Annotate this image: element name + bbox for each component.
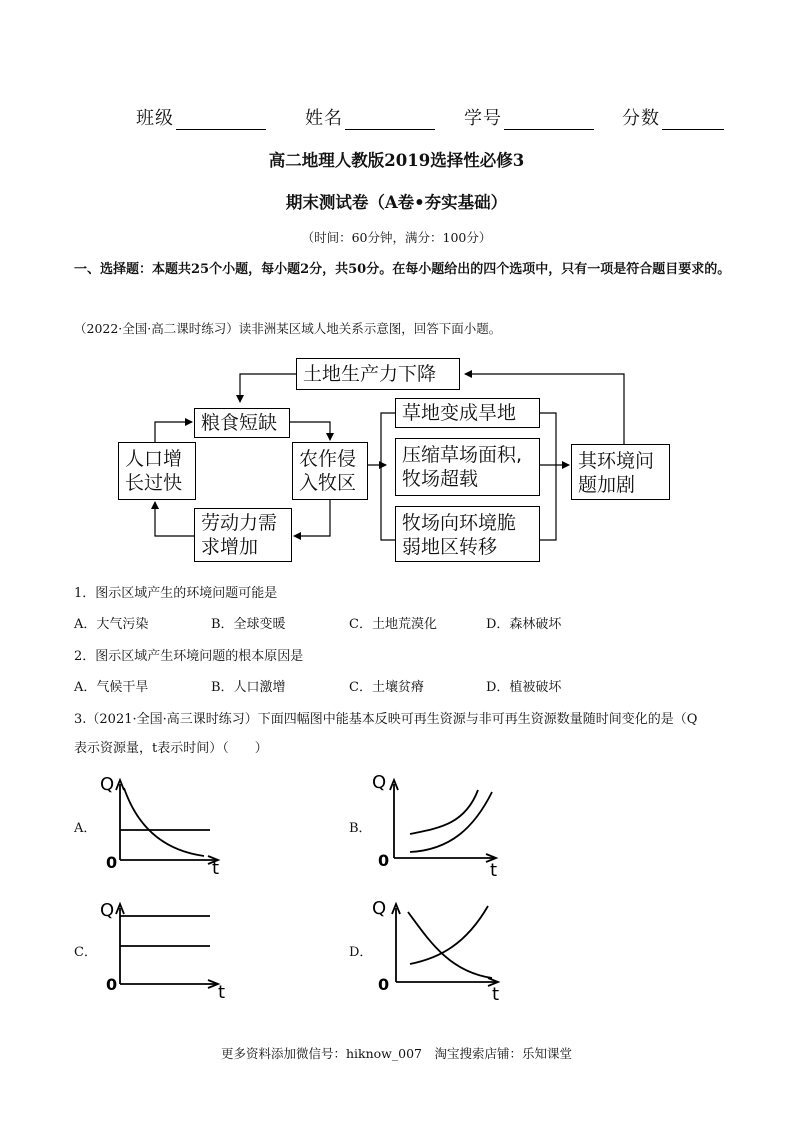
diagram-box-environment xyxy=(571,444,670,500)
compress-text-1: 压缩草场面积, xyxy=(402,444,523,466)
population-text-1: 人口增 xyxy=(125,448,183,470)
farming-text-1: 农作侵 xyxy=(299,448,357,470)
labor-text-2: 求增加 xyxy=(201,536,259,558)
environment-text-2: 题加剧 xyxy=(578,474,636,496)
q3-option-a[interactable]: A． xyxy=(74,821,97,836)
class-label: 班级 xyxy=(136,108,174,129)
land-productivity-text: 土地生产力下降 xyxy=(303,363,437,385)
score-label: 分数 xyxy=(622,108,660,129)
q2-option-d[interactable]: D．植被破坏 xyxy=(486,680,562,695)
compress-text-2: 牧场超载 xyxy=(402,468,479,490)
question-2-stem: 2．图示区域产生环境问题的根本原因是 xyxy=(74,649,304,664)
page-footer: 更多资料添加微信号：hiknow_007 淘宝搜索店铺：乐知课堂 xyxy=(220,1046,572,1061)
question-3-stem-1: 3.（2021·全国·高三课时练习）下面四幅图中能基本反映可再生资源与非可再生资源数量随时间变化的是（Q xyxy=(74,712,698,727)
graph-a xyxy=(98,768,233,876)
diagram-box-grassland xyxy=(395,398,540,428)
page-title: 高二地理人教版2019选择性必修3 xyxy=(268,151,525,170)
grassland-text: 草地变成旱地 xyxy=(402,402,517,424)
q1-option-c[interactable]: C．土地荒漠化 xyxy=(349,617,437,632)
q1-option-a[interactable]: A．大气污染 xyxy=(74,617,149,632)
diagram-box-food-shortage xyxy=(194,408,290,438)
food-shortage-text: 粮食短缺 xyxy=(201,412,278,434)
diagram-box-farming xyxy=(292,442,368,500)
diagram-box-migrate xyxy=(395,506,540,562)
graph-c-origin: 0 xyxy=(106,975,118,994)
q3-option-c[interactable]: C． xyxy=(74,945,97,960)
graph-b-q-label: Q xyxy=(372,772,387,793)
graph-b-origin: 0 xyxy=(378,851,390,870)
q3-option-b[interactable]: B． xyxy=(349,821,372,836)
section-instructions: 一、选择题：本题共25个小题，每小题2分，共50分。在每小题给出的四个选项中，只有一项是符合题目要求的。 xyxy=(74,262,731,277)
graph-c-q-label: Q xyxy=(100,900,115,921)
q2-option-c[interactable]: C．土壤贫瘠 xyxy=(349,680,424,695)
name-label: 姓名 xyxy=(305,108,343,129)
q3-option-d[interactable]: D． xyxy=(349,945,373,960)
diagram-box-labor xyxy=(194,508,292,562)
question-3-stem-2: 表示资源量，t表示时间）（ ） xyxy=(74,741,268,756)
q1-option-d[interactable]: D．森林破坏 xyxy=(486,617,562,632)
diagram-box-land-productivity xyxy=(296,358,460,390)
diagram-box-compress xyxy=(395,438,540,496)
labor-text-1: 劳动力需 xyxy=(201,512,278,534)
farming-text-2: 入牧区 xyxy=(299,472,357,494)
graph-a-t-label: t xyxy=(212,858,220,876)
q2-option-b[interactable]: B．人口激增 xyxy=(211,680,286,695)
graph-b-t-label: t xyxy=(490,860,498,878)
q1-option-b[interactable]: B．全球变暖 xyxy=(211,617,286,632)
graph-b xyxy=(370,766,510,878)
population-text-2: 长过快 xyxy=(125,472,183,494)
environment-text-1: 其环境问 xyxy=(578,450,655,472)
id-label: 学号 xyxy=(464,108,502,129)
diagram-box-population xyxy=(118,442,196,500)
graph-d-decline-curve xyxy=(408,912,492,978)
graph-d-q-label: Q xyxy=(372,898,387,919)
graph-d-rise-curve xyxy=(410,906,488,964)
graph-c-t-label: t xyxy=(218,982,226,1002)
graph-c xyxy=(98,894,233,1002)
graph-d-t-label: t xyxy=(492,984,500,1004)
migrate-text-2: 弱地区转移 xyxy=(402,536,498,558)
migrate-text-1: 牧场向环境脆 xyxy=(402,512,517,534)
graph-a-decline-curve xyxy=(124,788,204,856)
question-source: （2022·全国·高二课时练习）读非洲某区域人地关系示意图，回答下面小题。 xyxy=(74,321,502,336)
graph-d xyxy=(370,892,510,1004)
graph-a-q-label: Q xyxy=(100,774,115,795)
question-1-stem: 1．图示区域产生的环境问题可能是 xyxy=(74,586,278,601)
q2-option-a[interactable]: A．气候干旱 xyxy=(74,680,149,695)
graph-d-origin: 0 xyxy=(378,975,390,994)
page-subtitle: 期末测试卷（A卷•夯实基础） xyxy=(285,193,508,212)
time-info: （时间：60分钟，满分：100分） xyxy=(301,230,492,245)
graph-a-origin: 0 xyxy=(106,853,118,872)
